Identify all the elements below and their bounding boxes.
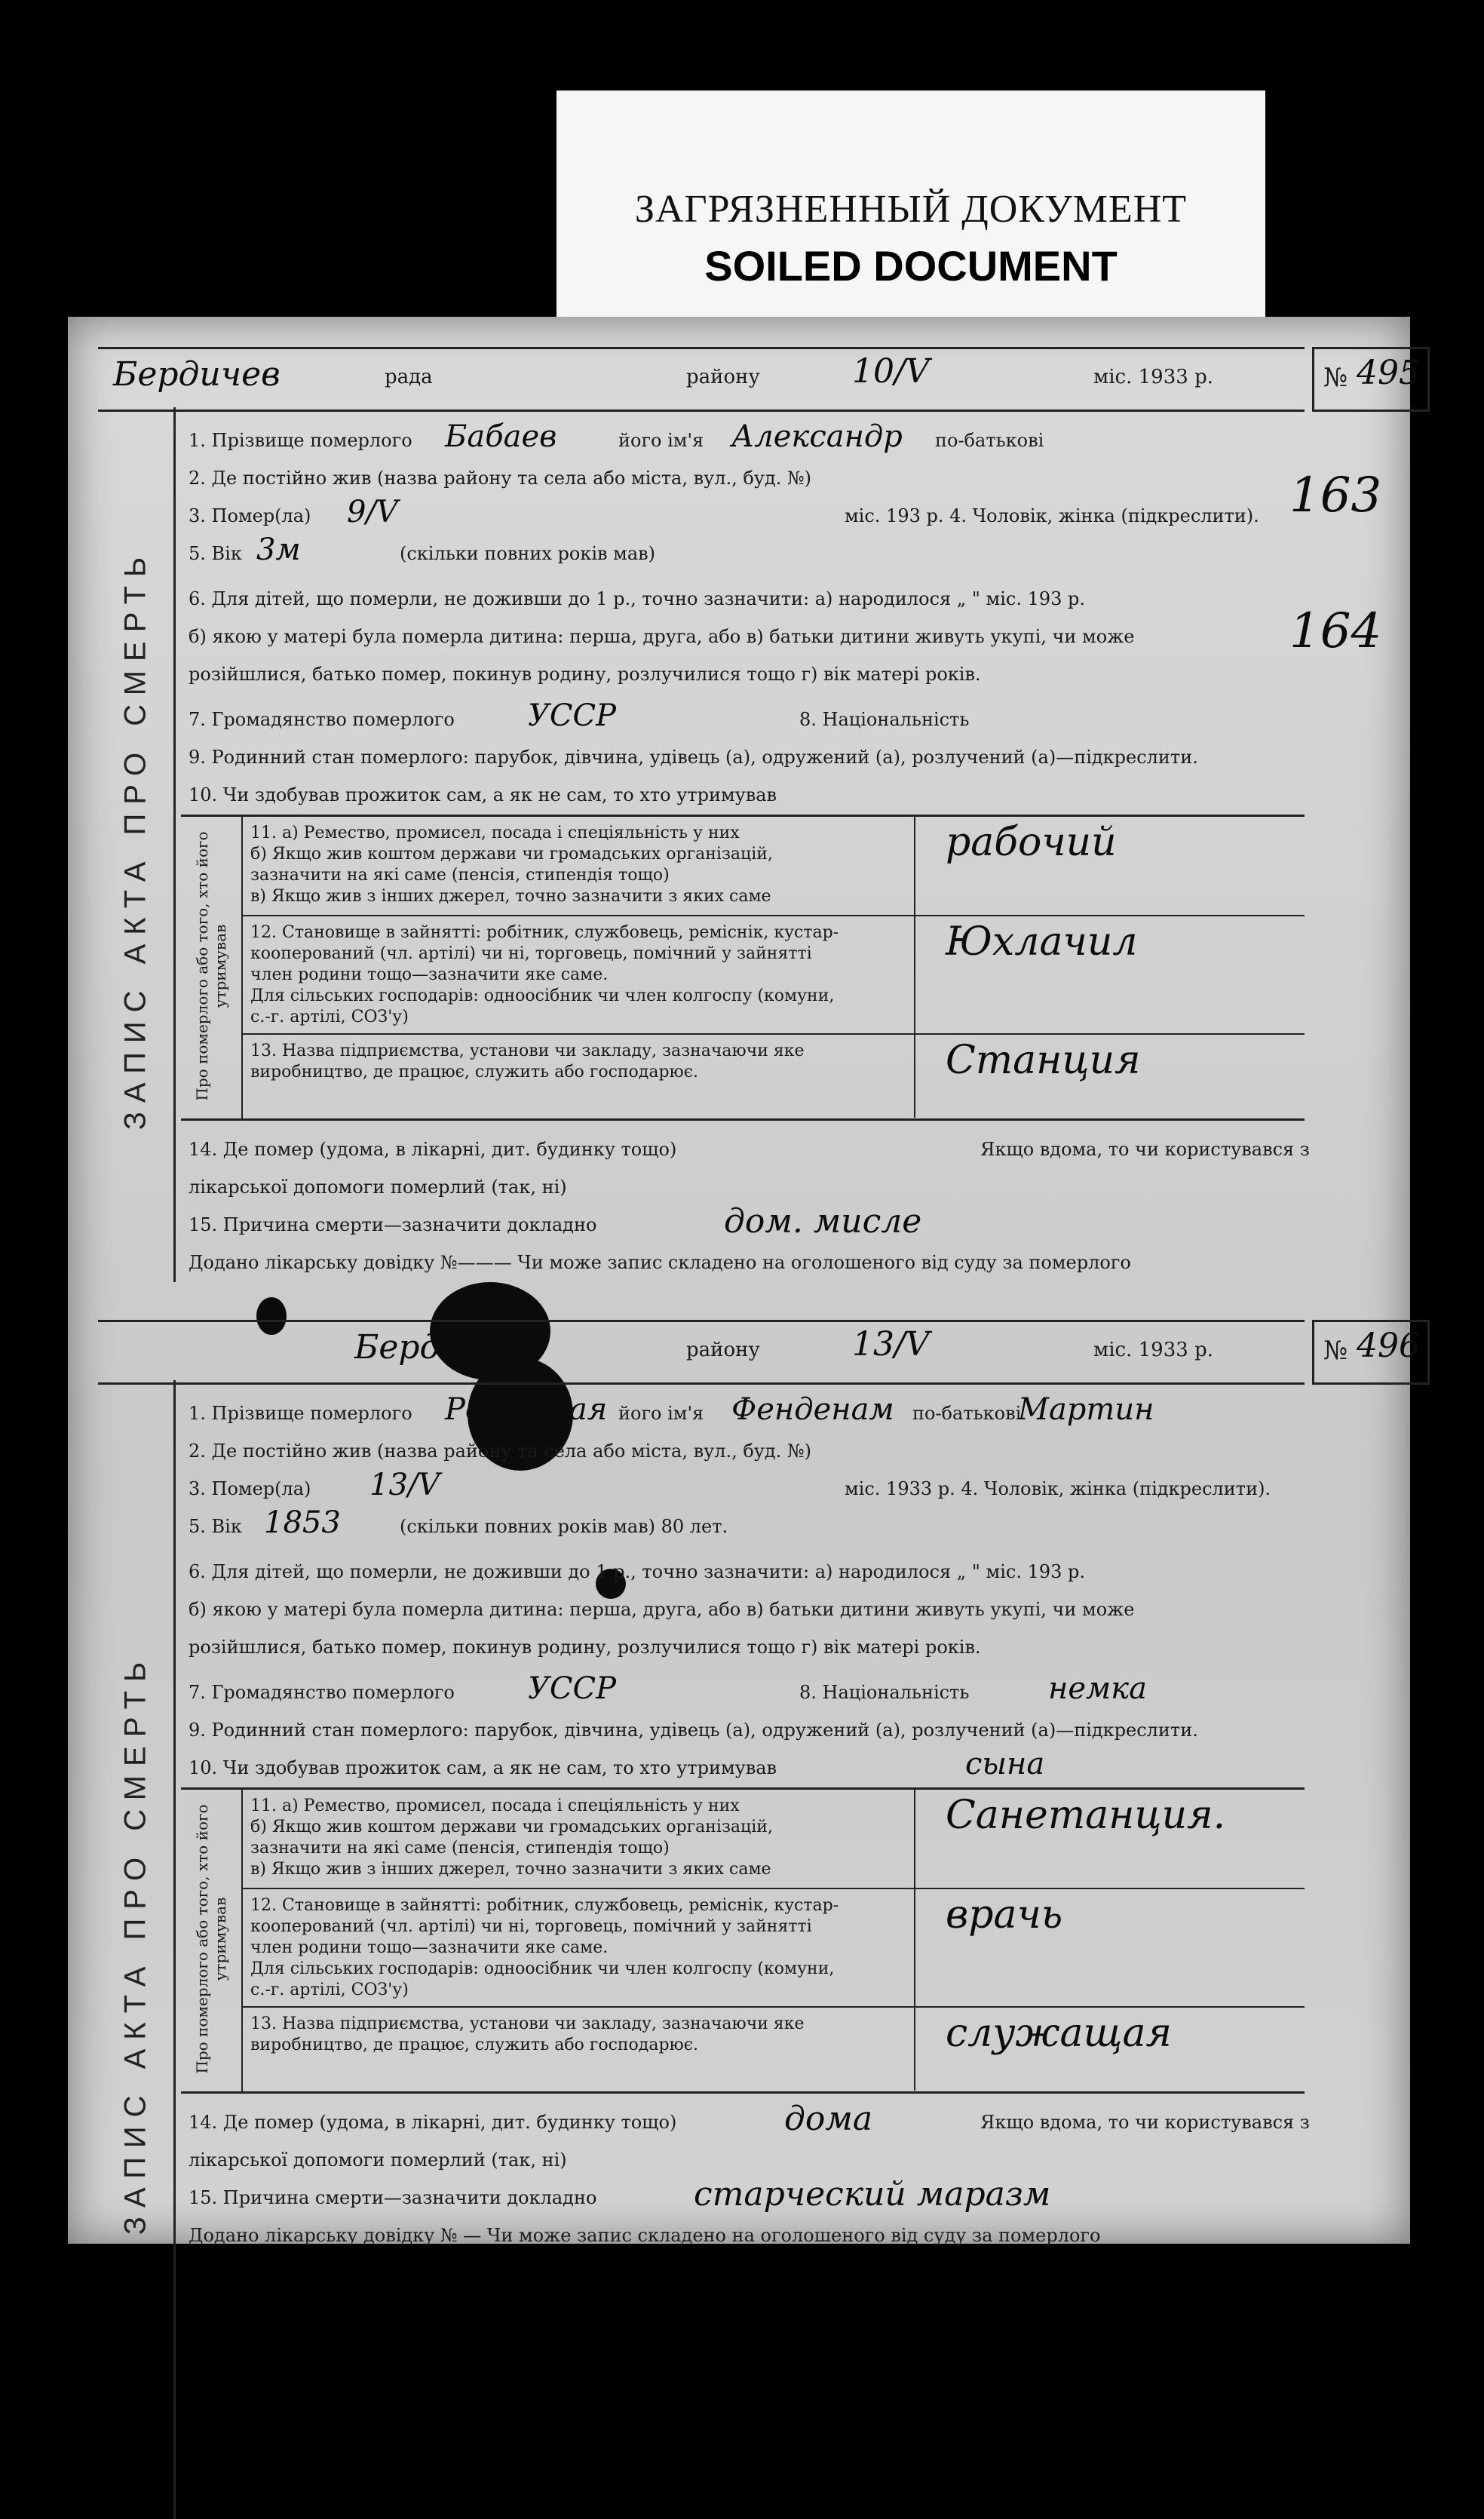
table-row [243,1035,1305,1118]
line-died [181,1468,1305,1504]
number-prefix: № [1323,1336,1348,1366]
children-text-1: 6. Для дітей, що померли, не доживши до 1 р., точно зазначити: а) народилося „ " міс. 193 р. [189,588,1086,609]
patronymic-value: Мартин [1018,1392,1154,1427]
died-suffix: міс. 1933 р. 4. Чоловік, жінка (підкреслити). [845,1478,1271,1499]
month-label: міс. 1933 р. [1093,366,1213,388]
line-surname [181,1392,1305,1428]
nationality-label: 8. Національність [799,709,970,730]
line-age [181,1505,1305,1542]
sidebar-title: ЗАПИС АКТА ПРО СМЕРТЬ [118,1652,152,2235]
table-row [243,916,1305,1035]
number-prefix: № [1323,363,1348,393]
line-surname [181,419,1305,456]
answer-cell [914,916,1292,1033]
line-residence [181,1433,1305,1466]
marital-label: 9. Родинний стан померлого: парубок, дівчина, удівець (а), одружений (а), розлучений (а)—підкреслити. [189,747,1198,768]
died-value: 13/V [369,1468,440,1502]
place-of-death-label: 14. Де помер (удома, в лікарні, дит. будинку тощо) [189,1139,677,1160]
table-side [181,1790,243,2091]
medical-help-label: лікарської допомоги померлий (так, ні) [189,1177,567,1198]
answer-cell [914,2008,1292,2091]
line-support [181,1747,1305,1783]
support-value: сына [965,1747,1045,1781]
occupation-table [181,815,1305,1121]
table-row [243,1889,1305,2008]
day-handwritten: 10/V [852,352,930,391]
month-label: міс. 1933 р. [1093,1339,1213,1361]
question-11: 11. а) Ремество, промисел, посада і спеціяльність у них б) Якщо жив коштом держави чи громадських організацій, зазначити на які саме (пенсія, стипендія тощо) в) Якщо жив з інших джерел, точно зазначити з яких саме [250,1796,773,1879]
table-side-label: Про померлого або того, хто його утримував [193,1804,229,2074]
support-label: 10. Чи здобував прожиток сам, а як не сам, то хто утримував [189,1757,777,1778]
table-side [181,817,243,1118]
answer-11: рабочий [946,820,1117,865]
citizenship-value: УССР [528,698,617,733]
died-label: 3. Помер(ла) [189,1478,311,1499]
question-13: 13. Назва підприємства, установи чи закладу, зазначаючи яке виробництво, де працює, служить або господарює. [250,2014,805,2054]
table-row [243,2008,1305,2091]
line-medical-help [181,1169,1305,1205]
day-handwritten: 13/V [852,1325,930,1364]
question-12: 12. Становище в зайнятті: робітник, службовець, реміснік, кустар-кооперований (чл. артілі) чи ні, торговець, помічний у зайнятті член родини тощо—зазначити яке саме. Для сільських господарів: одноосібник чи член колгоспу (комуни, с.-г. артілі, СОЗ'у) [250,1896,839,1999]
line-citizenship [181,698,1305,735]
line-support [181,777,1305,810]
record-number-box [1312,347,1430,412]
if-home-label: Якщо вдома, то чи користувався з [980,2112,1310,2133]
place-of-death-value: дома [784,2100,873,2138]
line-certificate [181,1244,1305,1281]
children-text-3: розійшлися, батько помер, покинув родину, розлучилися тощо г) вік матері років. [189,664,981,685]
document-page [68,317,1420,2246]
record-sidebar [98,1380,176,2519]
certificate-label: Додано лікарську довідку № — Чи може запис складено на оголошеного від суду за померлого [189,2225,1101,2246]
place-handwritten: Бердичев [113,355,281,394]
line-children-1 [181,1554,1305,1587]
record-sidebar [98,407,176,1282]
medical-help-label: лікарської допомоги померлий (так, ні) [189,2149,567,2171]
line-citizenship [181,1671,1305,1707]
occupation-table [181,1787,1305,2094]
answer-11: Санетанция. [946,1793,1226,1838]
cause-label: 15. Причина смерти—зазначити докладно [189,2187,597,2208]
line-died [181,495,1305,531]
district-label: району [686,366,760,388]
children-text-3: розійшлися, батько помер, покинув родину, розлучилися тощо г) вік матері років. [189,1637,981,1658]
question-11: 11. а) Ремество, промисел, посада і спеціяльність у них б) Якщо жив коштом держави чи громадських організацій, зазначити на які саме (пенсія, стипендія тощо) в) Якщо жив з інших джерел, точно зазначити з яких саме [250,824,773,906]
name-label: його ім'я [618,430,704,451]
age-suffix: (скільки повних років мав) [400,543,656,564]
place-handwritten: Бердичев [354,1328,522,1367]
surname-value: Роговская [445,1392,608,1427]
line-cause [181,1202,1305,1243]
sidebar-title: ЗАПИС АКТА ПРО СМЕРТЬ [118,548,152,1131]
margin-note: 163 [1289,468,1382,523]
certificate-label: Додано лікарську довідку №——— Чи може запис складено на оголошеного від суду за померлого [189,1252,1131,1273]
died-value: 9/V [347,495,398,529]
line-certificate [181,2217,1305,2254]
line-cause [181,2175,1305,2216]
soiled-document-label [556,91,1265,339]
answer-cell [914,1035,1292,1118]
age-value: 1853 [264,1505,341,1540]
answer-cell [914,817,1292,915]
line-residence [181,460,1305,493]
answer-12: Юхлачил [946,919,1138,965]
age-value: 3м [256,532,301,567]
surname-value: Бабаев [445,419,557,454]
answer-cell [914,1790,1292,1888]
citizenship-label: 7. Громадянство померлого [189,1682,455,1703]
line-children-2 [181,1591,1305,1625]
record-number: 496 [1357,1327,1420,1365]
line-marital [181,1712,1305,1745]
line-children-1 [181,581,1305,614]
line-children-3 [181,656,1305,689]
marital-label: 9. Родинний стан померлого: парубок, дівчина, удівець (а), одружений (а), розлучений (а)—підкреслити. [189,1720,1198,1741]
line-place-of-death [181,1131,1310,1167]
cause-value: дом. мисле [724,1202,922,1241]
label-english: SOILED DOCUMENT [704,242,1118,290]
line-age [181,532,1305,569]
record-number: 495 [1357,354,1420,392]
citizenship-value: УССР [528,1671,617,1706]
label-russian: ЗАГРЯЗНЕННЫЙ ДОКУМЕНТ [634,188,1188,231]
died-label: 3. Помер(ла) [189,505,311,526]
surname-label: 1. Прізвище померлого [189,1403,412,1424]
children-text-2: б) якою у матері була померла дитина: перша, друга, або в) батьки дитини живуть укупі, чи може [189,1599,1135,1620]
nationality-label: 8. Національність [799,1682,970,1703]
table-side-label: Про померлого або того, хто його утримував [193,831,229,1101]
answer-cell [914,1889,1292,2006]
age-label: 5. Вік [189,1516,242,1537]
age-label: 5. Вік [189,543,242,564]
if-home-label: Якщо вдома, то чи користувався з [980,1139,1310,1160]
cause-label: 15. Причина смерти—зазначити докладно [189,1214,597,1235]
line-medical-help [181,2142,1305,2178]
name-label: його ім'я [618,1403,704,1424]
question-13: 13. Назва підприємства, установи чи закладу, зазначаючи яке виробництво, де працює, служить або господарює. [250,1042,805,1082]
death-record-496 [98,1320,1420,2519]
patronymic-label: по-батькові [935,430,1044,451]
record-number-box [1312,1320,1430,1385]
name-value: Александр [731,419,903,454]
answer-13: Станция [946,1038,1141,1083]
question-12: 12. Становище в зайнятті: робітник, службовець, реміснік, кустар-кооперований (чл. артілі) чи ні, торговець, помічний у зайнятті член родини тощо—зазначити яке саме. Для сільських господарів: одноосібник чи член колгоспу (комуни, с.-г. артілі, СОЗ'у) [250,923,839,1026]
line-place-of-death [181,2100,1310,2140]
margin-note: 164 [1289,603,1382,659]
cause-value: старческий маразм [694,2175,1051,2214]
citizenship-label: 7. Громадянство померлого [189,709,455,730]
answer-13: служащая [946,2011,1172,2056]
support-label: 10. Чи здобував прожиток сам, а як не сам, то хто утримував [189,784,777,805]
name-value: Фенденам [731,1392,894,1427]
district-label: району [686,1339,760,1361]
table-row [243,1790,1305,1889]
rada-label: рада [385,366,433,388]
line-children-3 [181,1629,1305,1662]
surname-label: 1. Прізвище померлого [189,430,412,451]
answer-12: врачь [946,1892,1063,1938]
record-header [98,1320,1305,1385]
children-text-2: б) якою у матері була померла дитина: перша, друга, або в) батьки дитини живуть укупі, чи може [189,626,1135,647]
nationality-value: немка [1048,1671,1147,1706]
died-suffix: міс. 193 р. 4. Чоловік, жінка (підкреслити). [845,505,1259,526]
residence-label: 2. Де постійно жив (назва району та села або міста, вул., буд. №) [189,1441,812,1462]
patronymic-label: по-батькові [912,1403,1022,1424]
record-header [98,347,1305,412]
place-of-death-label: 14. Де помер (удома, в лікарні, дит. будинку тощо) [189,2112,677,2133]
line-children-2 [181,618,1305,652]
residence-label: 2. Де постійно жив (назва району та села або міста, вул., буд. №) [189,468,812,489]
table-row [243,817,1305,916]
age-suffix: (скільки повних років мав) 80 лет. [400,1516,728,1537]
line-marital [181,739,1305,772]
children-text-1: 6. Для дітей, що померли, не доживши до 1 р., точно зазначити: а) народилося „ " міс. 193 р. [189,1561,1086,1582]
